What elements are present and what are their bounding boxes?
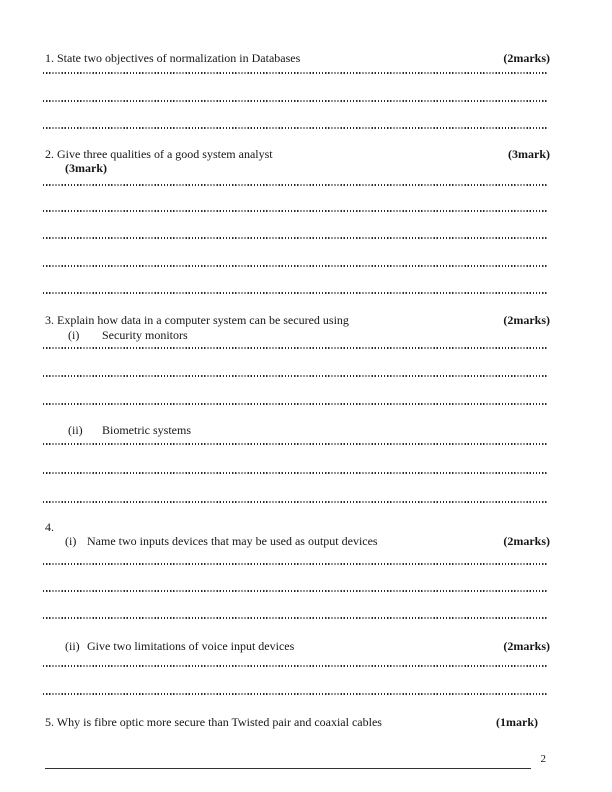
- page-number: 2: [540, 753, 546, 765]
- question-4-part-i-marks: (2marks): [503, 534, 550, 548]
- question-3-text: Explain how data in a computer system can be secured using: [57, 313, 349, 327]
- answer-line: [43, 72, 548, 74]
- answer-line: [43, 693, 548, 695]
- answer-line: [43, 501, 548, 503]
- question-5-header: [45, 715, 550, 729]
- footer-rule: [45, 768, 531, 769]
- question-2-marks: (3mark): [508, 147, 550, 161]
- answer-line: [43, 617, 548, 619]
- answer-line: [43, 265, 548, 267]
- question-3-number: 3.: [45, 313, 54, 327]
- answer-line: [43, 563, 548, 565]
- answer-line: [43, 237, 548, 239]
- question-5-number: 5.: [45, 715, 54, 729]
- question-4-part-ii-text: Give two limitations of voice input devices: [87, 639, 295, 653]
- question-2-sub-marks: (3mark): [65, 161, 107, 175]
- question-3-part-ii-label: (ii): [68, 423, 83, 437]
- question-4-number: 4.: [45, 520, 54, 534]
- question-2-header: [45, 147, 550, 161]
- question-1-text: State two objectives of normalization in Databases: [57, 51, 301, 65]
- question-1-number: 1.: [45, 51, 54, 65]
- question-2-text: Give three qualities of a good system analyst: [57, 147, 273, 161]
- question-1-header: [45, 51, 550, 65]
- question-4-number-row: [45, 520, 550, 534]
- question-3-header: [45, 313, 550, 327]
- question-4-part-ii-label: (ii): [65, 639, 80, 653]
- answer-line: [43, 472, 548, 474]
- answer-line: [43, 403, 548, 405]
- answer-line: [43, 292, 548, 294]
- answer-line: [43, 590, 548, 592]
- question-4-part-ii-marks: (2marks): [503, 639, 550, 653]
- answer-line: [43, 210, 548, 212]
- answer-line: [43, 100, 548, 102]
- question-5-text: Why is fibre optic more secure than Twisted pair and coaxial cables: [56, 715, 382, 729]
- answer-line: [43, 665, 548, 667]
- question-3-part-i-text: Security monitors: [102, 328, 188, 342]
- answer-line: [43, 347, 548, 349]
- question-3-marks: (2marks): [503, 313, 550, 327]
- question-1-marks: (2marks): [503, 51, 550, 65]
- question-3-part-i-label: (i): [68, 328, 80, 342]
- answer-line: [43, 443, 548, 445]
- question-2-number: 2.: [45, 147, 54, 161]
- question-5-marks: (1mark): [496, 715, 538, 729]
- answer-line: [43, 375, 548, 377]
- answer-line: [43, 184, 548, 186]
- question-4-part-i-text: Name two inputs devices that may be used as output devices: [87, 534, 378, 548]
- answer-line: [43, 127, 548, 129]
- question-4-part-i-label: (i): [65, 534, 77, 548]
- question-3-part-ii-text: Biometric systems: [102, 423, 191, 437]
